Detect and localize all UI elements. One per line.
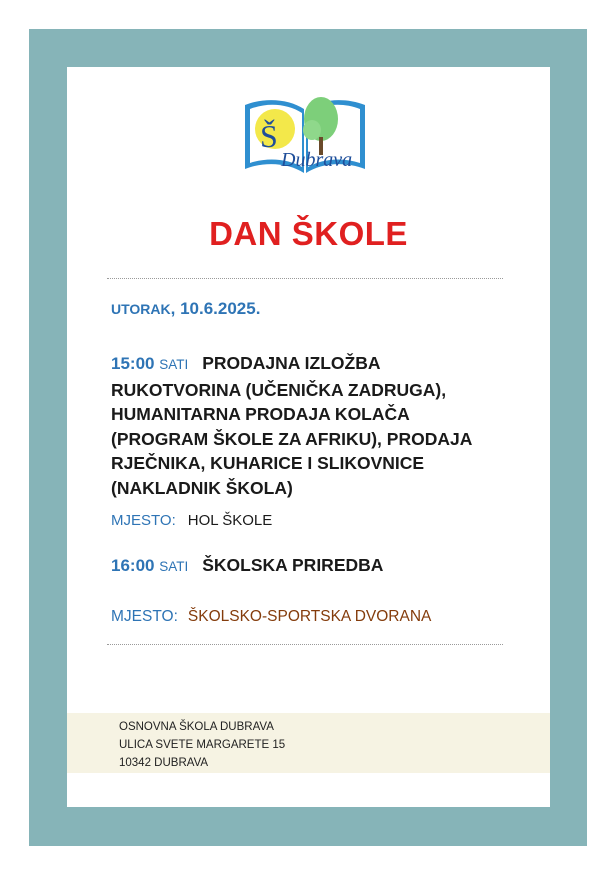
poster-page [67, 67, 550, 807]
location-label: MJESTO: [111, 608, 178, 625]
event-1-unit: SATI [159, 357, 189, 372]
event-2-name: ŠKOLSKA PRIREDBA [202, 555, 384, 575]
event-1-location [111, 512, 272, 529]
event-1-line: HUMANITARNA PRODAJA KOLAČA [111, 404, 410, 424]
event-2-hour: 16:00 [111, 556, 155, 575]
school-name: OSNOVNA ŠKOLA DUBRAVA [119, 721, 274, 733]
event-1 [111, 351, 511, 500]
event-date-value: , 10.6.2025. [170, 299, 261, 318]
page-title: DAN ŠKOLE [209, 215, 408, 252]
school-street: ULICA SVETE MARGARETE 15 [119, 739, 286, 751]
event-date [111, 299, 260, 319]
event-1-line: (NAKLADNIK ŠKOLA) [111, 477, 293, 498]
school-logo [241, 89, 369, 177]
location-label: MJESTO: [111, 512, 176, 529]
event-1-line: RUKOTVORINA (UČENIČKA ZADRUGA), [111, 379, 447, 400]
event-1-time [111, 354, 188, 373]
event-1-line: RJEČNIKA, KUHARICE I SLIKOVNICE [111, 453, 425, 473]
event-day: UTORAK [111, 301, 171, 317]
event-2-unit: SATI [159, 559, 189, 574]
divider [107, 278, 503, 279]
event-2-location [111, 608, 431, 626]
divider [107, 644, 503, 645]
event-1-line: PRODAJNA IZLOŽBA [202, 353, 381, 373]
book-logo-icon [241, 89, 369, 177]
logo-letter: Š [260, 118, 278, 154]
location-value: ŠKOLSKO-SPORTSKA DVORANA [187, 608, 432, 625]
school-city: 10342 DUBRAVA [119, 757, 209, 769]
event-2 [111, 555, 383, 576]
event-2-time [111, 556, 188, 575]
logo-wordmark: Dubrava [281, 149, 353, 171]
event-1-line: (PROGRAM ŠKOLE ZA AFRIKU), PRODAJA [111, 428, 473, 449]
location-value: HOL ŠKOLE [187, 512, 273, 529]
address-footer [67, 713, 550, 773]
event-1-hour: 15:00 [111, 354, 155, 373]
